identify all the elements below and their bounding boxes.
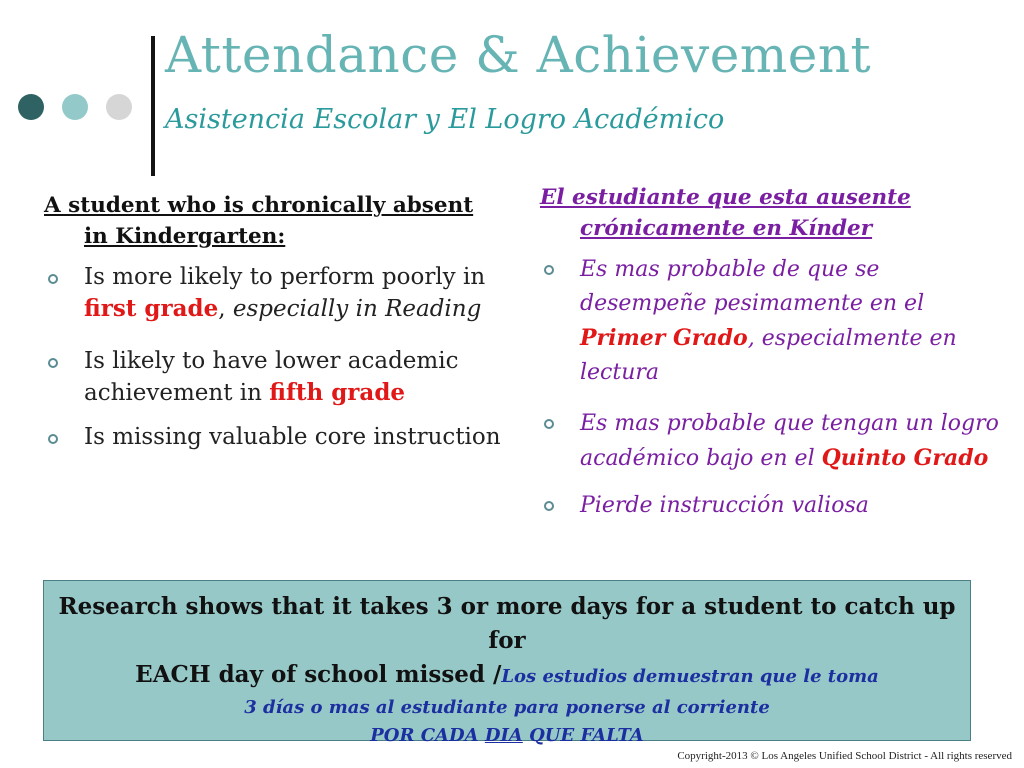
research-callout-box xyxy=(43,580,971,746)
english-bullet-2: Is likely to have lower academic achievement in fifth grade xyxy=(44,346,504,409)
highlight-text: fifth grade xyxy=(269,379,406,406)
slide-title: Attendance & Achievement xyxy=(165,26,872,84)
english-bullet-3: Is missing valuable core instruction xyxy=(44,422,504,453)
highlight-text: Primer Grado xyxy=(580,325,748,351)
decorative-dots xyxy=(18,94,133,120)
callout-english-line-1: Research shows that it takes 3 or more days for a student to catch up for xyxy=(58,593,956,654)
copyright-notice: Copyright-2013 © Los Angeles Unified School District - All rights reserved xyxy=(677,750,1012,762)
callout-spanish-line-2: 3 días o mas al estudiante para ponerse al corriente xyxy=(244,697,770,718)
title-divider xyxy=(151,36,155,176)
highlight-text: first grade xyxy=(84,295,219,322)
spanish-column xyxy=(540,182,1000,523)
spanish-bullet-3: Pierde instrucción valiosa xyxy=(540,489,1000,523)
dark-teal-dot xyxy=(18,94,44,120)
spanish-heading: El estudiante que esta ausente crónicamente en Kínder xyxy=(540,185,911,241)
callout-spanish-line-1: Los estudios demuestran que le toma xyxy=(501,666,879,687)
callout-english-line-2: EACH day of school missed /Los estudios demuestran que le toma xyxy=(135,661,879,688)
english-heading: A student who is chronically absent in Kindergarten: xyxy=(44,193,474,249)
highlight-text: Quinto Grado xyxy=(821,445,989,471)
gray-dot xyxy=(106,94,132,120)
spanish-bullet-1: Es mas probable de que se desempeñe pesimamente en el Primer Grado, especialmente en lectura xyxy=(540,253,1000,390)
light-teal-dot xyxy=(62,94,88,120)
underlined-dia: DIA xyxy=(484,725,523,746)
slide-subtitle: Asistencia Escolar y El Logro Académico xyxy=(165,104,725,135)
spanish-bullet-2: Es mas probable que tengan un logro académico bajo en el Quinto Grado xyxy=(540,407,1000,476)
english-column xyxy=(44,190,504,453)
english-bullet-1: Is more likely to perform poorly in first grade, especially in Reading xyxy=(44,262,504,325)
callout-spanish-line-3: POR CADA DIA QUE FALTA xyxy=(370,725,644,746)
